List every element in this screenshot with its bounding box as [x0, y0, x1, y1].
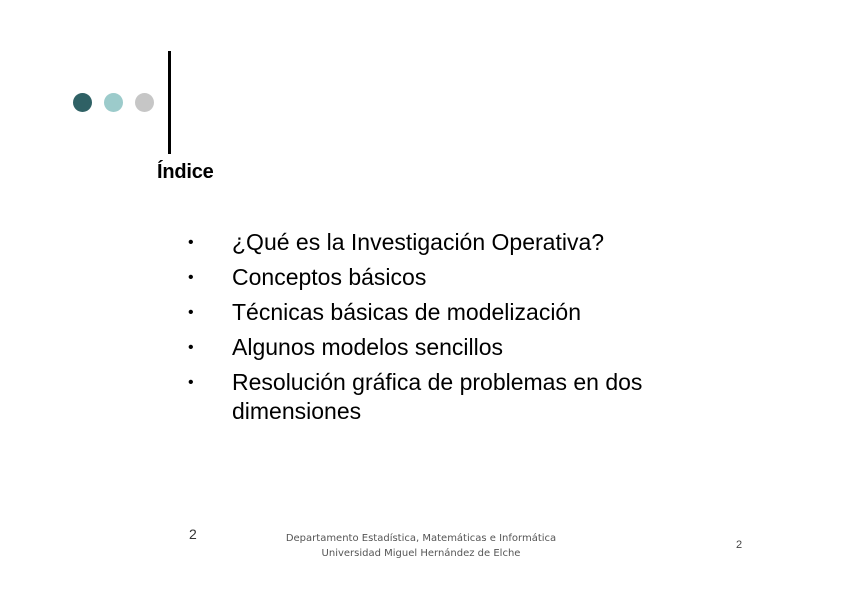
bullet-mark: •: [188, 269, 194, 286]
bullet-item: [188, 368, 708, 426]
footer-department: Departamento Estadística, Matemáticas e Informática: [285, 533, 557, 544]
bullet-item: [188, 298, 708, 327]
bullet-mark: •: [188, 374, 194, 391]
slide-title: Índice: [157, 161, 214, 183]
bullet-text: ¿Qué es la Investigación Operativa?: [232, 229, 605, 255]
bullet-item: [188, 333, 708, 362]
bullet-list: [188, 228, 708, 432]
bullet-text: Técnicas básicas de modelización: [232, 299, 582, 325]
footer: [270, 531, 572, 561]
bullet-text: Resolución gráfica de problemas en dos dimensiones: [232, 369, 643, 424]
bullet-mark: •: [188, 339, 194, 356]
page-number-left: 2: [189, 526, 197, 542]
bullet-item: [188, 228, 708, 257]
bullet-text: Conceptos básicos: [232, 264, 427, 290]
decor-vertical-line: [168, 51, 171, 154]
decor-dot-dark: [73, 93, 92, 112]
bullet-mark: •: [188, 304, 194, 321]
decor-dot-gray: [135, 93, 154, 112]
bullet-mark: •: [188, 234, 194, 251]
footer-university: Universidad Miguel Hernández de Elche: [321, 548, 521, 559]
decor-dot-light: [104, 93, 123, 112]
bullet-item: [188, 263, 708, 292]
page-number-right: 2: [736, 539, 743, 551]
bullet-text: Algunos modelos sencillos: [232, 334, 504, 360]
